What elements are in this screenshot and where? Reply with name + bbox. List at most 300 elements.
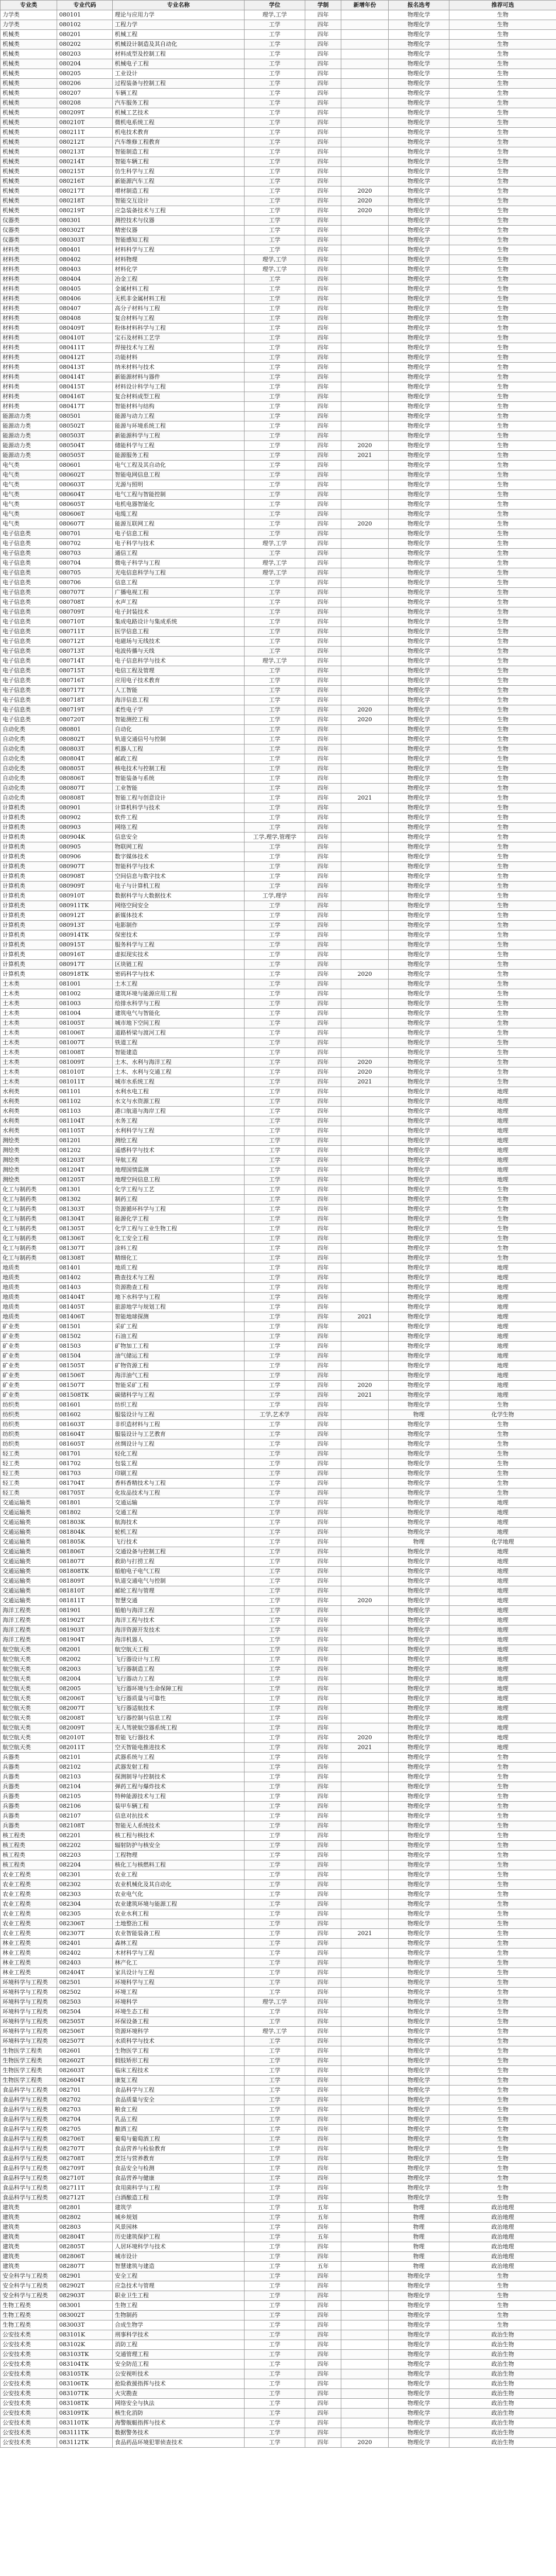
cell-optional-subjects: 地理	[449, 1371, 556, 1381]
cell-degree: 工学	[245, 607, 305, 617]
cell-code: 080202	[57, 40, 113, 49]
table-row	[1, 1704, 556, 1714]
cell-required-subjects: 物理化学	[389, 1469, 449, 1479]
cell-optional-subjects: 生物	[449, 2154, 556, 2164]
table-row	[1, 911, 556, 921]
cell-category: 地质类	[1, 1263, 57, 1273]
cell-required-subjects: 物理化学	[389, 999, 449, 1009]
cell-code: 081007T	[57, 1038, 113, 1048]
cell-required-subjects: 物理化学	[389, 882, 449, 891]
cell-major-name: 电子封装技术	[113, 607, 245, 617]
cell-category: 自动化类	[1, 744, 57, 754]
cell-code: 082711T	[57, 2183, 113, 2193]
cell-required-subjects: 物理化学	[389, 235, 449, 245]
cell-new-year: 2021	[341, 1743, 389, 1753]
cell-category: 电气类	[1, 480, 57, 490]
cell-required-subjects: 物理化学	[389, 2027, 449, 2037]
cell-duration: 四年	[305, 1831, 341, 1841]
table-row	[1, 1743, 556, 1753]
cell-required-subjects: 物理化学	[389, 1293, 449, 1302]
cell-category: 材料类	[1, 255, 57, 265]
cell-major-name: 冶金工程	[113, 275, 245, 284]
cell-major-name: 机械电子工程	[113, 59, 245, 69]
cell-new-year	[341, 607, 389, 617]
cell-major-name: 香料香精技术与工程	[113, 1479, 245, 1488]
cell-category: 电子信息类	[1, 539, 57, 549]
cell-code: 081811T	[57, 1596, 113, 1606]
cell-degree: 工学	[245, 1753, 305, 1762]
cell-category: 安全科学与工程类	[1, 2291, 57, 2301]
cell-degree: 工学	[245, 1224, 305, 1234]
cell-optional-subjects: 生物	[449, 774, 556, 784]
cell-degree: 工学	[245, 138, 305, 147]
cell-optional-subjects: 生物	[449, 30, 556, 40]
cell-duration: 四年	[305, 1312, 341, 1322]
cell-code: 081804K	[57, 1528, 113, 1537]
cell-duration: 四年	[305, 363, 341, 372]
cell-category: 化工与制药类	[1, 1234, 57, 1244]
cell-major-name: 假肢矫形工程	[113, 2056, 245, 2066]
cell-code: 082506T	[57, 2027, 113, 2037]
cell-required-subjects: 物理化学	[389, 1156, 449, 1165]
cell-code: 080504T	[57, 441, 113, 451]
cell-required-subjects: 物理化学	[389, 1968, 449, 1978]
table-row	[1, 294, 556, 304]
cell-new-year	[341, 950, 389, 960]
cell-required-subjects: 物理化学	[389, 382, 449, 392]
cell-major-name: 材料成型及控制工程	[113, 49, 245, 59]
cell-new-year	[341, 284, 389, 294]
cell-optional-subjects: 地理	[449, 1723, 556, 1733]
cell-new-year: 2020	[341, 206, 389, 216]
cell-optional-subjects: 生物	[449, 353, 556, 363]
cell-required-subjects: 物理化学	[389, 1978, 449, 1988]
cell-major-name: 智能交互设计	[113, 196, 245, 206]
cell-optional-subjects: 地理	[449, 1332, 556, 1342]
cell-category: 公安技术类	[1, 2389, 57, 2399]
header-new-year: 新增年份	[341, 1, 389, 10]
cell-degree: 工学	[245, 69, 305, 79]
cell-degree: 工学	[245, 1655, 305, 1665]
cell-duration: 四年	[305, 882, 341, 891]
cell-category: 纺织类	[1, 1420, 57, 1430]
cell-major-name: 化妆品技术与工程	[113, 1488, 245, 1498]
cell-major-name: 包装工程	[113, 1459, 245, 1469]
cell-major-name: 轨道交通信号与控制	[113, 735, 245, 744]
cell-optional-subjects: 政治地理	[449, 2242, 556, 2252]
cell-major-name: 弹药工程与爆炸技术	[113, 1782, 245, 1792]
cell-optional-subjects: 生物	[449, 823, 556, 833]
cell-category: 材料类	[1, 333, 57, 343]
cell-required-subjects: 物理化学	[389, 862, 449, 872]
cell-code: 082102	[57, 1762, 113, 1772]
cell-new-year	[341, 2017, 389, 2027]
cell-required-subjects: 物理化学	[389, 1332, 449, 1342]
cell-optional-subjects: 生物	[449, 1430, 556, 1439]
cell-major-name: 飞行器控制与信息工程	[113, 1714, 245, 1723]
cell-code: 080216T	[57, 177, 113, 187]
cell-optional-subjects: 生物	[449, 1753, 556, 1762]
cell-duration: 四年	[305, 1860, 341, 1870]
cell-duration: 四年	[305, 2360, 341, 2369]
cell-optional-subjects: 生物	[449, 2291, 556, 2301]
cell-optional-subjects: 生物	[449, 333, 556, 343]
cell-optional-subjects: 生物	[449, 1439, 556, 1449]
cell-duration: 四年	[305, 441, 341, 451]
cell-duration: 四年	[305, 2311, 341, 2320]
cell-category: 机械类	[1, 206, 57, 216]
cell-category: 电气类	[1, 470, 57, 480]
cell-category: 建筑类	[1, 2232, 57, 2242]
cell-code: 081605T	[57, 1439, 113, 1449]
cell-new-year	[341, 1479, 389, 1488]
table-row	[1, 1645, 556, 1655]
cell-optional-subjects: 生物	[449, 1195, 556, 1205]
cell-duration: 四年	[305, 1890, 341, 1900]
table-row	[1, 1851, 556, 1860]
cell-required-subjects: 物理化学	[389, 343, 449, 353]
cell-optional-subjects: 地理	[449, 1704, 556, 1714]
table-row	[1, 147, 556, 157]
cell-degree: 工学	[245, 1381, 305, 1391]
cell-major-name: 新能源材料与器件	[113, 372, 245, 382]
cell-degree: 工学	[245, 187, 305, 196]
cell-required-subjects: 物理化学	[389, 1146, 449, 1156]
cell-duration: 四年	[305, 1410, 341, 1420]
cell-degree: 工学	[245, 2105, 305, 2115]
cell-major-name: 核工程与核技术	[113, 1831, 245, 1841]
header-required-subjects: 报名选考	[389, 1, 449, 10]
cell-new-year	[341, 1841, 389, 1851]
cell-optional-subjects: 生物	[449, 598, 556, 607]
cell-category: 电子信息类	[1, 558, 57, 568]
table-row	[1, 69, 556, 79]
cell-duration: 四年	[305, 1361, 341, 1371]
cell-degree: 工学	[245, 49, 305, 59]
cell-category: 材料类	[1, 275, 57, 284]
cell-category: 航空航天类	[1, 1714, 57, 1723]
cell-optional-subjects: 生物	[449, 2056, 556, 2066]
cell-required-subjects: 物理化学	[389, 480, 449, 490]
cell-optional-subjects: 生物	[449, 2066, 556, 2076]
cell-required-subjects: 物理化学	[389, 1488, 449, 1498]
cell-required-subjects: 物理化学	[389, 1381, 449, 1391]
cell-new-year	[341, 1723, 389, 1733]
cell-major-name: 虚拟现实技术	[113, 950, 245, 960]
cell-major-name: 网络工程	[113, 823, 245, 833]
cell-category: 土木类	[1, 989, 57, 999]
cell-major-name: 电磁场与无线技术	[113, 637, 245, 647]
cell-degree: 工学	[245, 696, 305, 705]
cell-code: 082011T	[57, 1743, 113, 1753]
cell-required-subjects: 物理化学	[389, 1312, 449, 1322]
cell-new-year	[341, 2252, 389, 2262]
cell-category: 矿业类	[1, 1381, 57, 1391]
cell-code: 082104	[57, 1782, 113, 1792]
cell-degree: 工学	[245, 2360, 305, 2369]
cell-optional-subjects: 政治地理	[449, 2262, 556, 2272]
cell-new-year	[341, 1635, 389, 1645]
cell-optional-subjects: 地理	[449, 1655, 556, 1665]
cell-code: 080905	[57, 842, 113, 852]
cell-required-subjects: 物理化学	[389, 1205, 449, 1214]
cell-required-subjects: 物理化学	[389, 1351, 449, 1361]
cell-duration: 四年	[305, 1253, 341, 1263]
cell-major-name: 康复工程	[113, 2076, 245, 2086]
cell-code: 080213T	[57, 147, 113, 157]
header-degree: 学位	[245, 1, 305, 10]
cell-new-year	[341, 754, 389, 764]
cell-code: 082402	[57, 1948, 113, 1958]
cell-code: 080603T	[57, 480, 113, 490]
cell-required-subjects: 物理化学	[389, 1234, 449, 1244]
cell-required-subjects: 物理化学	[389, 461, 449, 470]
cell-optional-subjects: 地理	[449, 1498, 556, 1508]
cell-duration: 四年	[305, 2076, 341, 2086]
cell-new-year	[341, 1488, 389, 1498]
table-row	[1, 2066, 556, 2076]
cell-code: 083110TK	[57, 2418, 113, 2428]
cell-required-subjects: 物理化学	[389, 2399, 449, 2409]
cell-optional-subjects: 地理	[449, 1596, 556, 1606]
table-row	[1, 1400, 556, 1410]
cell-duration: 四年	[305, 1851, 341, 1860]
cell-degree: 工学	[245, 1762, 305, 1772]
cell-duration: 四年	[305, 2418, 341, 2428]
cell-duration: 四年	[305, 598, 341, 607]
cell-optional-subjects: 生物	[449, 1214, 556, 1224]
cell-degree: 工学	[245, 1802, 305, 1811]
cell-major-name: 无机非金属材料工程	[113, 294, 245, 304]
cell-required-subjects: 物理化学	[389, 1224, 449, 1234]
cell-category: 农业工程类	[1, 1900, 57, 1909]
cell-new-year	[341, 49, 389, 59]
cell-duration: 四年	[305, 2154, 341, 2164]
cell-duration: 四年	[305, 970, 341, 979]
cell-optional-subjects: 生物	[449, 1205, 556, 1214]
cell-category: 轻工类	[1, 1469, 57, 1479]
cell-major-name: 广播电视工程	[113, 588, 245, 598]
cell-duration: 四年	[305, 392, 341, 402]
cell-category: 电子信息类	[1, 529, 57, 539]
cell-code: 082204	[57, 1860, 113, 1870]
cell-duration: 四年	[305, 2389, 341, 2399]
cell-code: 081204T	[57, 1165, 113, 1175]
cell-code: 080501	[57, 412, 113, 421]
table-row	[1, 1655, 556, 1665]
cell-degree: 工学	[245, 2350, 305, 2360]
cell-category: 电子信息类	[1, 598, 57, 607]
cell-required-subjects: 物理化学	[389, 647, 449, 656]
table-header-row	[1, 1, 556, 10]
cell-required-subjects: 物理化学	[389, 372, 449, 382]
cell-new-year	[341, 686, 389, 696]
cell-code: 082708T	[57, 2154, 113, 2164]
cell-optional-subjects: 生物	[449, 1782, 556, 1792]
cell-duration: 四年	[305, 519, 341, 529]
cell-major-name: 水利水电工程	[113, 1087, 245, 1097]
cell-category: 交通运输类	[1, 1547, 57, 1557]
cell-required-subjects: 物理化学	[389, 1919, 449, 1929]
table-row	[1, 705, 556, 715]
table-row	[1, 1420, 556, 1430]
table-row	[1, 382, 556, 392]
cell-optional-subjects: 地理	[449, 1302, 556, 1312]
cell-degree: 工学	[245, 1498, 305, 1508]
cell-major-name: 智能地球探测	[113, 1312, 245, 1322]
cell-duration: 四年	[305, 1214, 341, 1224]
cell-required-subjects: 物理化学	[389, 1586, 449, 1596]
cell-required-subjects: 物理化学	[389, 363, 449, 372]
cell-major-name: 地理空间信息工程	[113, 1175, 245, 1185]
cell-duration: 四年	[305, 1733, 341, 1743]
cell-duration: 四年	[305, 744, 341, 754]
cell-new-year	[341, 1253, 389, 1263]
cell-major-name: 水文与水资源工程	[113, 1097, 245, 1107]
cell-new-year	[341, 2203, 389, 2213]
table-row	[1, 265, 556, 275]
cell-new-year	[341, 2232, 389, 2242]
cell-optional-subjects: 生物	[449, 89, 556, 98]
cell-duration: 四年	[305, 1723, 341, 1733]
table-row	[1, 803, 556, 813]
cell-major-name: 白酒酿造工程	[113, 2193, 245, 2203]
cell-duration: 四年	[305, 999, 341, 1009]
cell-major-name: 生物工程	[113, 2301, 245, 2311]
cell-category: 纺织类	[1, 1400, 57, 1410]
cell-category: 交通运输类	[1, 1508, 57, 1518]
cell-code: 081506T	[57, 1371, 113, 1381]
cell-code: 080602T	[57, 470, 113, 480]
cell-new-year	[341, 402, 389, 412]
cell-required-subjects: 物理化学	[389, 2183, 449, 2193]
cell-optional-subjects: 生物	[449, 2183, 556, 2193]
cell-code: 080604T	[57, 490, 113, 500]
cell-required-subjects: 物理化学	[389, 852, 449, 862]
cell-new-year	[341, 314, 389, 324]
cell-new-year	[341, 59, 389, 69]
cell-major-name: 环境科学与工程	[113, 1978, 245, 1988]
cell-degree: 工学	[245, 1733, 305, 1743]
cell-degree: 工学	[245, 1136, 305, 1146]
cell-optional-subjects: 生物	[449, 2125, 556, 2134]
cell-code: 080917T	[57, 960, 113, 970]
cell-required-subjects: 物理化学	[389, 1606, 449, 1616]
table-row	[1, 490, 556, 500]
cell-optional-subjects: 生物	[449, 911, 556, 921]
cell-new-year	[341, 216, 389, 226]
cell-degree: 工学	[245, 2017, 305, 2027]
cell-degree: 工学	[245, 421, 305, 431]
cell-major-name: 物联网工程	[113, 842, 245, 852]
cell-required-subjects: 物理化学	[389, 1762, 449, 1772]
cell-new-year	[341, 1919, 389, 1929]
cell-optional-subjects: 生物	[449, 1802, 556, 1811]
cell-code: 080808T	[57, 793, 113, 803]
cell-optional-subjects: 生物	[449, 2115, 556, 2125]
cell-major-name: 数字媒体技术	[113, 852, 245, 862]
table-row	[1, 372, 556, 382]
cell-new-year	[341, 118, 389, 128]
cell-required-subjects: 物理化学	[389, 1508, 449, 1518]
cell-code: 081306T	[57, 1234, 113, 1244]
table-row	[1, 1067, 556, 1077]
cell-degree: 理学,工学	[245, 568, 305, 578]
cell-category: 兵器类	[1, 1821, 57, 1831]
cell-code: 082504	[57, 2007, 113, 2017]
cell-major-name: 光源与照明	[113, 480, 245, 490]
cell-code: 081403	[57, 1283, 113, 1293]
cell-optional-subjects: 生物	[449, 754, 556, 764]
cell-major-name: 能源与动力工程	[113, 412, 245, 421]
cell-optional-subjects: 生物	[449, 363, 556, 372]
cell-duration: 四年	[305, 1205, 341, 1214]
cell-duration: 四年	[305, 921, 341, 930]
cell-category: 机械类	[1, 187, 57, 196]
cell-optional-subjects: 生物	[449, 784, 556, 793]
cell-category: 机械类	[1, 177, 57, 187]
cell-duration: 四年	[305, 1459, 341, 1469]
cell-degree: 工学	[245, 510, 305, 519]
cell-required-subjects: 物理化学	[389, 1498, 449, 1508]
cell-code: 082004	[57, 1674, 113, 1684]
cell-category: 自动化类	[1, 774, 57, 784]
cell-required-subjects: 物理化学	[389, 891, 449, 901]
cell-required-subjects: 物理化学	[389, 725, 449, 735]
table-row	[1, 549, 556, 558]
table-row	[1, 696, 556, 705]
cell-code: 080704	[57, 558, 113, 568]
cell-new-year	[341, 128, 389, 138]
cell-degree: 工学	[245, 392, 305, 402]
cell-degree: 工学	[245, 578, 305, 588]
table-row	[1, 627, 556, 637]
cell-duration: 四年	[305, 79, 341, 89]
cell-required-subjects: 物理化学	[389, 1860, 449, 1870]
cell-required-subjects: 物理化学	[389, 705, 449, 715]
cell-new-year	[341, 108, 389, 118]
cell-degree: 工学	[245, 1156, 305, 1165]
cell-required-subjects: 物理化学	[389, 216, 449, 226]
table-row	[1, 940, 556, 950]
cell-code: 080804T	[57, 754, 113, 764]
cell-duration: 四年	[305, 1674, 341, 1684]
cell-optional-subjects: 生物	[449, 999, 556, 1009]
cell-required-subjects: 物理化学	[389, 1831, 449, 1841]
cell-major-name: 公安视听技术	[113, 2369, 245, 2379]
cell-degree: 工学	[245, 40, 305, 49]
cell-code: 082105	[57, 1792, 113, 1802]
cell-duration: 四年	[305, 89, 341, 98]
cell-category: 兵器类	[1, 1782, 57, 1792]
cell-duration: 四年	[305, 1067, 341, 1077]
cell-optional-subjects: 地理	[449, 1273, 556, 1283]
cell-duration: 四年	[305, 1332, 341, 1342]
cell-degree: 理学,工学	[245, 265, 305, 275]
cell-duration: 四年	[305, 1381, 341, 1391]
cell-code: 082703	[57, 2105, 113, 2115]
cell-duration: 四年	[305, 2174, 341, 2183]
cell-duration: 四年	[305, 255, 341, 265]
cell-category: 机械类	[1, 79, 57, 89]
cell-degree: 工学	[245, 1019, 305, 1028]
cell-major-name: 工业设计	[113, 69, 245, 79]
cell-optional-subjects: 地理	[449, 1518, 556, 1528]
cell-degree: 工学	[245, 1126, 305, 1136]
cell-major-name: 救助与打捞工程	[113, 1557, 245, 1567]
cell-major-name: 资源循环科学与工程	[113, 1205, 245, 1214]
cell-major-name: 工程力学	[113, 20, 245, 30]
